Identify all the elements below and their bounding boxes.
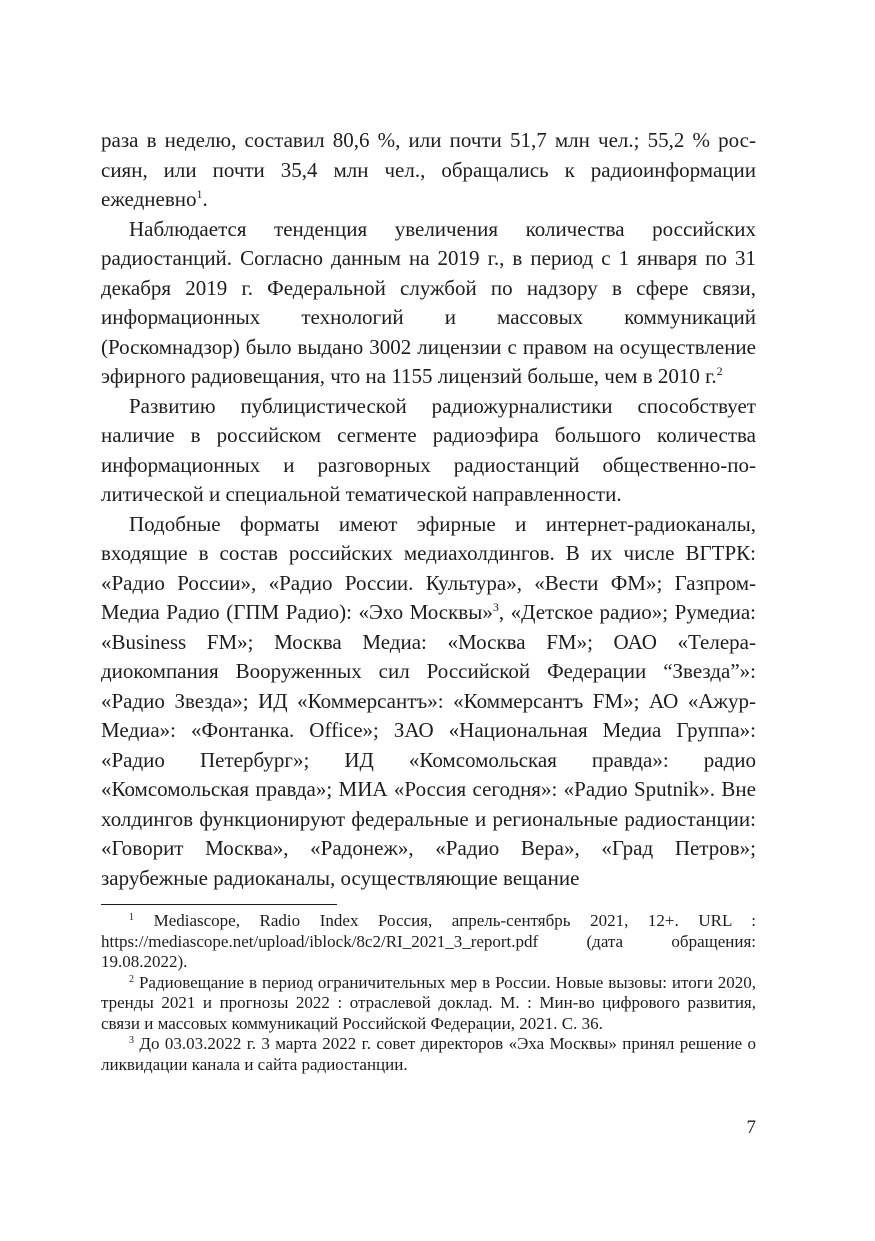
footnote-mark-3: 3 [129, 1035, 134, 1046]
footnotes [101, 911, 756, 1075]
main-text [101, 126, 756, 893]
paragraph-4 [101, 510, 756, 894]
footnote-2 [101, 973, 756, 1035]
footnote-1-text: Mediascope, Radio Index Россия, апрель-сентябрь 2021, 12+. URL : https://mediascope.net/upload/iblock/8c2/RI_2021_3_report.pdf (дата обращения: 19.08.2022). [101, 911, 756, 971]
footnote-ref-2[interactable]: 2 [716, 364, 723, 378]
page-number: 7 [746, 1117, 756, 1138]
paragraph-3 [101, 392, 756, 510]
footnote-separator [101, 904, 337, 905]
footnote-ref-3[interactable]: 3 [492, 600, 499, 614]
footnote-3-text: До 03.03.2022 г. 3 марта 2022 г. совет директоров «Эха Москвы» принял решение о ликвидации канала и сайта радиостанции. [101, 1034, 756, 1074]
footnote-ref-1[interactable]: 1 [196, 187, 203, 201]
footnote-mark-2: 2 [129, 973, 134, 985]
paragraph-4-text-start: Подобные форматы имеют эфирные и интернет-радиоканалы, входящие в состав российских медиахолдингов. В их числе ВГТРК: «Радио России», «Радио России. Культура», «Вести ФМ»; Газпром-Медиа Радио (ГПМ Радио): «Эхо Москвы» [101, 511, 756, 624]
page-body [101, 126, 756, 893]
paragraph-4-text-end: , «Детское радио»; Румедиа: «Business FM»; Москва Медиа: «Москва FM»; ОАО «Телерадиокомпания Вооруженных сил Российской Федерации “Звезда”»: «Радио Звезда»; ИД «Коммерсантъ»: «Коммерсантъ FM»; АО «Ажур-Медиа»: «Фонтанка. Office»; ЗАО «Национальная Медиа Группа»: «Радио Петербург»; ИД «Комсомольская правда»: радио «Комсомольская правда»; МИА «Россия сегодня»: «Радио Sputnik». Вне холдингов функционируют федеральные и региональные радиостанции: «Говорит Москва», «Радонеж», «Радио Вера», «Град Петров»; зарубежные радиоканалы, осуществляющие вещание [101, 600, 756, 890]
footnote-3 [101, 1034, 756, 1075]
paragraph-1-text: раза в неделю, составил 80,6 %, или почти 51,7 млн чел.; 55,2 % россиян, или почти 35,4 млн чел., обращались к радиоинформации ежедневно [101, 128, 756, 211]
paragraph-2-text: Наблюдается тенденция увеличения количества российских радиостанций. Согласно данным на 2019 г., в период с 1 января по 31 декабря 2019 г. Федеральной службой по надзору в сфере связи, информационных технологий и массовых коммуникаций (Роскомнадзор) было выдано 3002 лицензии с правом на осуществление эфирного радиовещания, что на 1155 лицензий больше, чем в 2010 г. [101, 216, 756, 388]
footnote-2-text: Радиовещание в период ограничительных мер в России. Новые вызовы: итоги 2020, тренды 2021 и прогнозы 2022 : отраслевой доклад. М. : Мин-во цифрового развития, связи и массовых коммуникаций Российской Федерации, 2021. С. 36. [101, 972, 756, 1033]
paragraph-3-text: Развитию публицистической радиожурналистики способствует наличие в российском сегменте радиоэфира большого количества информационных и разговорных радиостанций общественно-политической и специальной тематической направленности. [101, 393, 756, 506]
paragraph-2 [101, 215, 756, 392]
footnote-1 [101, 911, 756, 973]
paragraph-1-end: . [202, 187, 208, 211]
paragraph-1 [101, 126, 756, 215]
footnote-mark-1: 1 [129, 912, 134, 923]
